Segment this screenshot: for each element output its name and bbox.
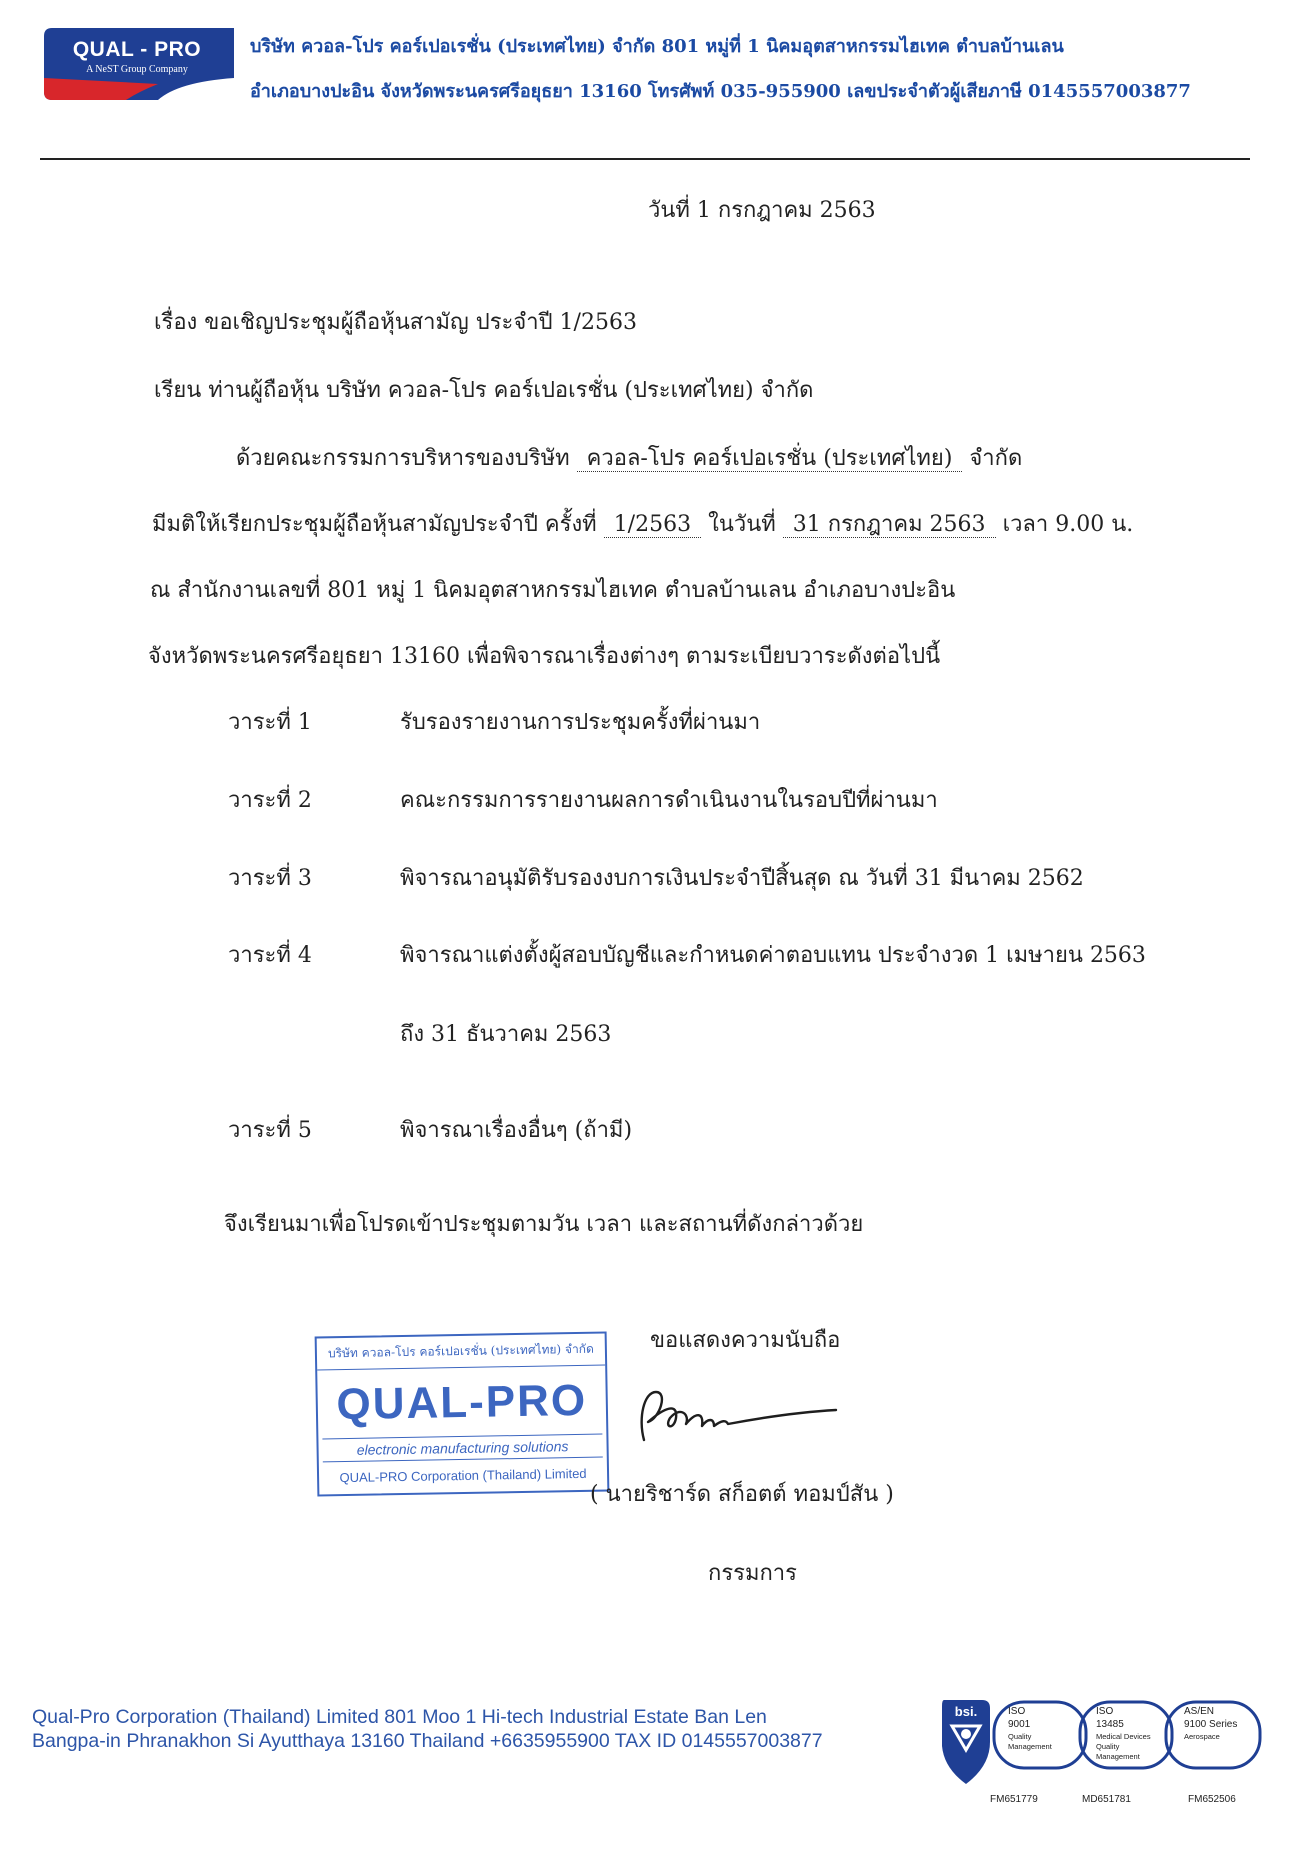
- cert-number: 9100 Series: [1184, 1719, 1238, 1730]
- paragraph-text: มีมติให้เรียกประชุมผู้ถือหุ้นสามัญประจำปี ครั้งที่: [152, 512, 597, 537]
- signer-position: กรรมการ: [708, 1561, 797, 1586]
- agenda-number: วาระที่ 1: [228, 710, 312, 735]
- cert-desc: Quality: [1096, 1742, 1120, 1751]
- paragraph-line-1: [236, 440, 1022, 475]
- letterhead-address-line-2: อำเภอบางปะอิน จังหวัดพระนครศรีอยุธยา 13160 โทรศัพท์ 035-955900 เลขประจำตัวผู้เสียภาษี 0145557003877: [250, 81, 1191, 102]
- agenda-number: วาระที่ 5: [228, 1118, 312, 1143]
- paragraph-text: ในวันที่: [708, 512, 776, 537]
- cert-desc: Quality: [1008, 1732, 1032, 1741]
- cert-title: ISO: [1008, 1706, 1026, 1717]
- footer-address-line-1: Qual-Pro Corporation (Thailand) Limited 801 Moo 1 Hi-tech Industrial Estate Ban Len: [32, 1706, 767, 1728]
- cert-number: 9001: [1008, 1719, 1031, 1730]
- cert-desc: Medical Devices: [1096, 1732, 1151, 1741]
- stamp-brand: QUAL-PRO: [336, 1375, 588, 1430]
- agenda-text-continued: ถึง 31 ธันวาคม 2563: [400, 1022, 612, 1047]
- agenda-number: วาระที่ 2: [228, 788, 312, 813]
- company-name-fill: ควอล-โปร คอร์เปอเรชั่น (ประเทศไทย): [577, 446, 963, 472]
- certification-badges: [930, 1692, 1266, 1805]
- cert-title: AS/EN: [1184, 1706, 1215, 1717]
- agenda-number: วาระที่ 4: [228, 943, 312, 968]
- agenda-text: พิจารณาอนุมัติรับรองงบการเงินประจำปีสิ้นสุด ณ วันที่ 31 มีนาคม 2562: [400, 866, 1084, 891]
- paragraph-text: เวลา 9.00 น.: [1002, 512, 1134, 537]
- agenda-text: รับรองรายงานการประชุมครั้งที่ผ่านมา: [400, 710, 761, 735]
- closing-sentence: จึงเรียนมาเพื่อโปรดเข้าประชุมตามวัน เวลา และสถานที่ดังกล่าวด้วย: [224, 1212, 864, 1237]
- agenda-number: วาระที่ 3: [228, 866, 312, 891]
- stamp-company-thai: บริษัท ควอล-โปร คอร์เปอเรชั่น (ประเทศไทย) จำกัด: [317, 1339, 605, 1370]
- cert-code: FM651779: [990, 1794, 1038, 1805]
- bsi-brand: bsi.: [954, 1704, 978, 1719]
- meeting-number-fill: 1/2563: [604, 512, 701, 538]
- paragraph-line-4: จังหวัดพระนครศรีอยุธยา 13160 เพื่อพิจารณาเรื่องต่างๆ ตามระเบียบวาระดังต่อไปนี้: [148, 644, 941, 669]
- bsi-kitemark-icon: [942, 1700, 990, 1784]
- signer-name: ( นายริชาร์ด สก็อตต์ ทอมป์สัน ): [590, 1482, 894, 1507]
- company-stamp: [315, 1331, 610, 1496]
- letter-recipient: เรียน ท่านผู้ถือหุ้น บริษัท ควอล-โปร คอร์เปอเรชั่น (ประเทศไทย) จำกัด: [154, 378, 814, 403]
- agenda-text: พิจารณาเรื่องอื่นๆ (ถ้ามี): [400, 1118, 633, 1143]
- header-divider: [40, 158, 1250, 160]
- complimentary-close: ขอแสดงความนับถือ: [650, 1328, 841, 1353]
- cert-title: ISO: [1096, 1706, 1114, 1717]
- agenda-text: คณะกรรมการรายงานผลการดำเนินงานในรอบปีที่ผ่านมา: [400, 788, 938, 813]
- paragraph-line-3: ณ สำนักงานเลขที่ 801 หมู่ 1 นิคมอุตสาหกรรมไฮเทค ตำบลบ้านเลน อำเภอบางปะอิน: [150, 578, 956, 603]
- logo-wordmark: QUAL - PRO: [72, 38, 202, 61]
- cert-code: MD651781: [1082, 1794, 1131, 1805]
- stamp-tagline: electronic manufacturing solutions: [322, 1434, 602, 1463]
- meeting-date-fill: 31 กรกฎาคม 2563: [783, 512, 996, 538]
- cert-desc: Aerospace: [1184, 1732, 1220, 1741]
- footer-address-line-2: Bangpa-in Phranakhon Si Ayutthaya 13160 Thailand +6635955900 TAX ID 0145557003877: [32, 1730, 823, 1752]
- letterhead-address-line-1: บริษัท ควอล-โปร คอร์เปอเรชั่น (ประเทศไทย) จำกัด 801 หมู่ที่ 1 นิคมอุตสาหกรรมไฮเทค ตำบลบ้านเลน: [250, 36, 1064, 57]
- paragraph-line-2: [152, 506, 1133, 541]
- company-logo: [38, 22, 238, 102]
- letter-subject: เรื่อง ขอเชิญประชุมผู้ถือหุ้นสามัญ ประจำปี 1/2563: [154, 310, 637, 335]
- paragraph-text: จำกัด: [969, 446, 1023, 471]
- handwritten-signature: [630, 1378, 860, 1458]
- agenda-text: พิจารณาแต่งตั้งผู้สอบบัญชีและกำหนดค่าตอบแทน ประจำงวด 1 เมษายน 2563: [400, 943, 1146, 968]
- paragraph-text: ด้วยคณะกรรมการบริหารของบริษัท: [236, 446, 570, 471]
- logo-tagline: A NeST Group Company: [86, 64, 188, 75]
- cert-code: FM652506: [1188, 1794, 1236, 1805]
- cert-desc: Management: [1008, 1742, 1052, 1751]
- letter-date: วันที่ 1 กรกฎาคม 2563: [648, 198, 876, 223]
- cert-desc: Management: [1096, 1752, 1140, 1761]
- stamp-company-english: QUAL-PRO Corporation (Thailand) Limited: [339, 1465, 587, 1486]
- cert-number: 13485: [1096, 1719, 1124, 1730]
